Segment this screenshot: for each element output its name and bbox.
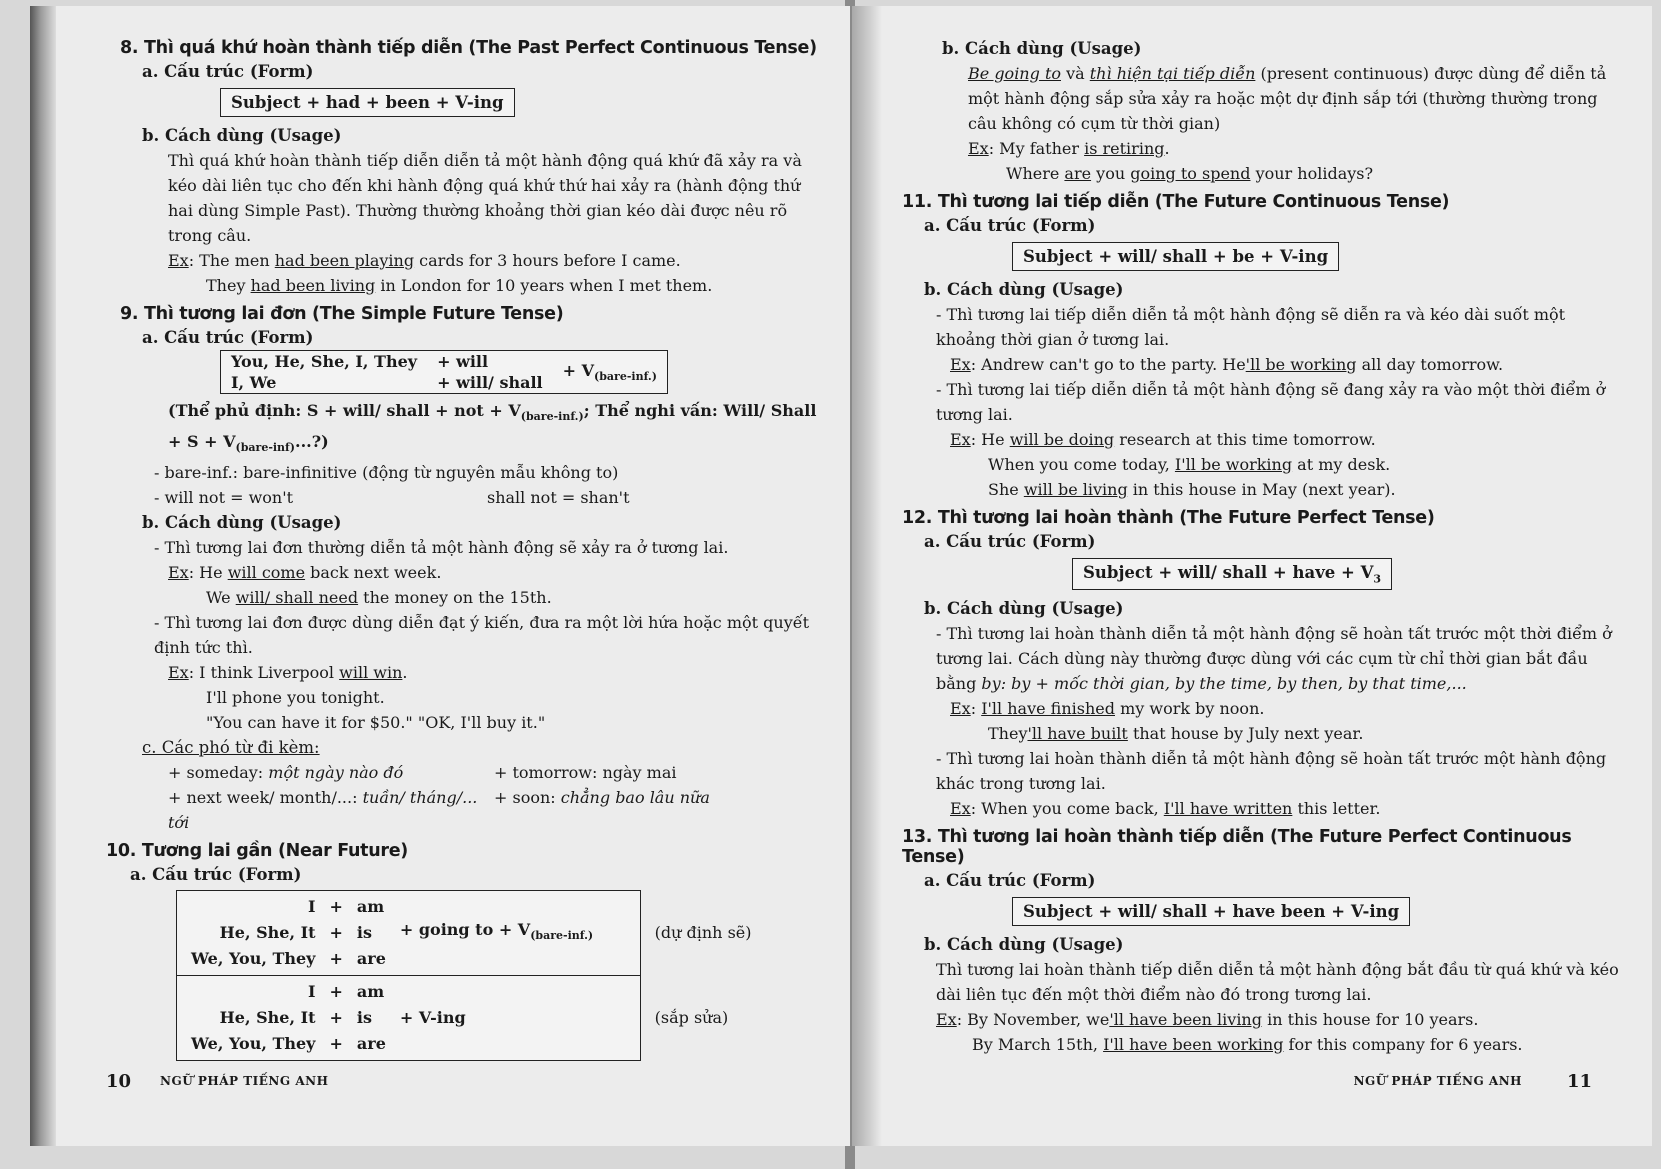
section-12-formula: Subject + will/ shall + have + $V_3$ [1072,558,1392,590]
section-12-use-2: - Thì tương lai hoàn thành diễn tả một hành động sẽ hoàn tất trước một hành động khác trong tương lai. [936,749,1607,794]
section-12-title: 12. Thì tương lai hoàn thành (The Future Perfect Tense) [902,508,1435,528]
section-12-usage-label: b. Cách dùng (Usage) [924,599,1124,619]
section-9-use-1: - Thì tương lai đơn thường diễn tả một hành động sẽ xảy ra ở tương lai. [154,538,729,558]
section-9-example-4: I'll phone you tonight. [206,688,385,708]
section-11-example-3: When you come today, I'll be working at my desk. [988,455,1391,474]
section-9-form-label: a. Cấu trúc (Form) [142,328,314,347]
section-10-form-label: a. Cấu trúc (Form) [130,865,302,885]
section-9-formula-table [220,350,668,394]
section-8-form-label: a. Cấu trúc (Form) [142,62,314,81]
section-8-example-1: Ex: The men had been playing cards for 3 hours before I came. [168,251,681,270]
section-13-example-2: By March 15th, I'll have been working for this company for 6 years. [972,1035,1523,1055]
section-8-title: 8. Thì quá khứ hoàn thành tiếp diễn (The Past Perfect Continuous Tense) [120,38,817,58]
left-page [30,6,850,1146]
section-11-example-2: Ex: He will be doing research at this time tomorrow. [950,430,1376,449]
section-13-form-label: a. Cấu trúc (Form) [924,871,1096,891]
section-12-form-label: a. Cấu trúc (Form) [924,532,1096,551]
section-9-example-5: "You can have it for $50." "OK, I'll buy it." [206,713,546,733]
subject-row-1: You, He, She, I, They [231,352,418,371]
near-future-note-2: (sắp sửa) [654,1008,729,1028]
aux-row-1: + will [437,352,489,371]
adverb-row-2: + next week/ month/...: tuần/ tháng/... tới + soon: chẳng bao lâu nữa [168,788,710,833]
section-9-note-bare-inf: - bare-inf.: bare-infinitive (động từ nguyên mẫu không to) [154,463,619,483]
verb-cell: + $V_{(bare-inf.)}$ [562,360,657,384]
section-9-example-2: We will/ shall need the money on the 15th. [206,588,552,608]
section-9-note-contractions: - will not = won't shall not = shan't [154,488,630,508]
section-10-example-2: Where are you going to spend your holidays? [1006,164,1374,183]
section-11-use-1: - Thì tương lai tiếp diễn diễn tả một hành động sẽ diễn ra và kéo dài suốt một khoảng thời gian ở tương lai. [936,305,1566,349]
section-11-example-4: She will be living in this house in May (next year). [988,480,1396,499]
near-future-note-1: (dự định sẽ) [654,923,752,943]
section-10-title: 10. Tương lai gần (Near Future) [106,841,408,862]
section-13-formula: Subject + will/ shall + have been + V-ing [1012,897,1410,926]
near-future-going-to-block: I + am + going to + $V_{(bare-inf.)}$ He, She, It + is We, You, They + are [177,891,641,976]
near-future-ving-block: I + am + V-ing He, She, It + is We, You, They + are [177,976,641,1061]
section-11-form-label: a. Cấu trúc (Form) [924,216,1096,235]
section-11-use-2: - Thì tương lai tiếp diễn diễn tả một hành động sẽ đang xảy ra vào một thời điểm ở tương lai. [936,380,1606,424]
section-10-usage-text: Be going to và thì hiện tại tiếp diễn (present continuous) được dùng để diễn tả một hành động sắp sửa xảy ra hoặc một dự định sắp tới (thường thường trong câu không có cụm từ thời gian) [968,64,1607,133]
right-page [852,6,1652,1146]
section-10-usage-label: b. Cách dùng (Usage) [942,39,1142,58]
section-8-formula: Subject + had + been + V-ing [220,88,515,117]
section-9-example-3: Ex: I think Liverpool will win. [168,663,408,683]
section-13-example-1: Ex: By November, we'll have been living in this house for 10 years. [936,1010,1479,1030]
section-9-title: 9. Thì tương lai đơn (The Simple Future Tense) [120,304,564,324]
section-13-title: 13. Thì tương lai hoàn thành tiếp diễn (The Future Perfect Continuous Tense) [902,827,1572,868]
section-13-use-1: Thì tương lai hoàn thành tiếp diễn diễn tả một hành động bắt đầu từ quá khứ và kéo dài liên tục đến một thời điểm nào đó trong tương lai. [936,960,1619,1005]
section-11-formula: Subject + will/ shall + be + V-ing [1012,242,1339,271]
section-10-example-1: Ex: My father is retiring. [968,139,1170,158]
section-13-usage-label: b. Cách dùng (Usage) [924,935,1124,955]
footer-left: NGỮ PHÁP TIẾNG ANH [160,1074,329,1088]
section-11-example-1: Ex: Andrew can't go to the party. He'll be working all day tomorrow. [950,355,1504,374]
adverb-row-1: + someday: một ngày nào đó + tomorrow: ngày mai [168,763,677,783]
section-9-use-2: - Thì tương lai đơn được dùng diễn đạt ý kiến, đưa ra một lời hứa hoặc một quyết định tức thì. [154,613,810,658]
section-11-usage-label: b. Cách dùng (Usage) [924,280,1124,299]
section-9-adverbs-label: c. Các phó từ đi kèm: [142,738,320,758]
section-12-example-1: Ex: I'll have finished my work by noon. [950,699,1265,719]
aux-row-2: + will/ shall [437,373,543,392]
section-9-negative-question: (Thể phủ định: S + will/ shall + not + $V_{(bare-inf.)}$; Thể nghi vấn: Will/ Shall + $S + V_{(bare-inf)}$...?) [168,401,817,455]
footer-right: NGỮ PHÁP TIẾNG ANH [1353,1074,1522,1088]
section-8-usage-label: b. Cách dùng (Usage) [142,126,342,145]
section-12-use-1: - Thì tương lai hoàn thành diễn tả một hành động sẽ hoàn tất trước một thời điểm ở tương lai. Cách dùng này thường được dùng với các cụm từ chỉ thời gian bắt đầu bằng by: by + mốc thời gian, by the time, by then, by that time,... [936,624,1612,694]
section-11-title: 11. Thì tương lai tiếp diễn (The Future Continuous Tense) [902,192,1450,212]
subject-row-2: I, We [231,373,277,392]
page-number-right: 11 [1566,1071,1592,1092]
section-8-example-2: They had been living in London for 10 years when I met them. [206,276,713,295]
page-number-left: 10 [106,1071,132,1092]
section-12-example-3: Ex: When you come back, I'll have written this letter. [950,799,1381,819]
section-9-usage-label: b. Cách dùng (Usage) [142,513,342,533]
section-12-example-2: They'll have built that house by July next year. [988,724,1364,744]
section-8-usage-text: Thì quá khứ hoàn thành tiếp diễn diễn tả một hành động quá khứ đã xảy ra và kéo dài liên tục cho đến khi hành động quá khứ thứ hai xảy ra (hành động thứ hai dùng Simple Past). Thường thường khoảng thời gian kéo dài được nêu rõ trong câu. [168,151,802,245]
section-9-example-1: Ex: He will come back next week. [168,563,442,583]
section-10-formula-table [176,890,761,1061]
